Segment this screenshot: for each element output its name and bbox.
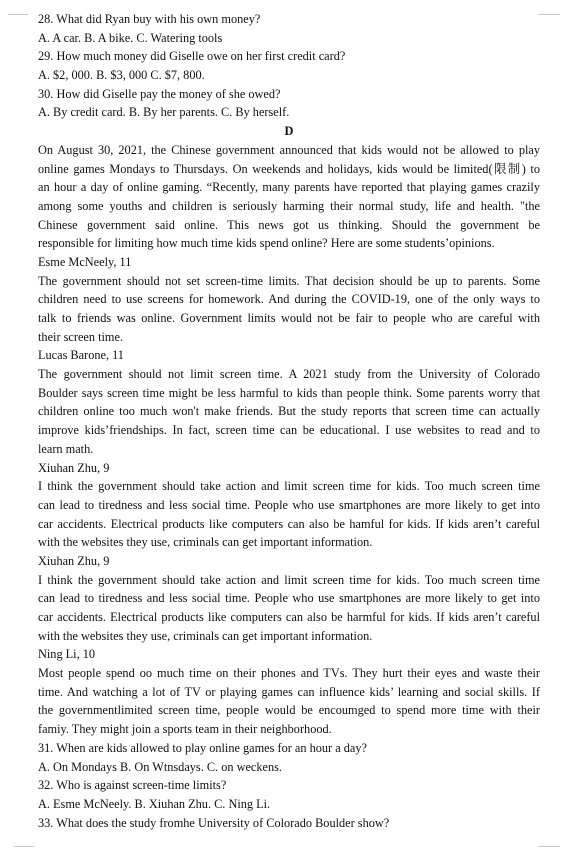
question-28: 28. What did Ryan buy with his own money?: [38, 12, 261, 26]
intro-paragraph-line: Chinese government said online. This news got us thinking. Should the government be: [38, 217, 540, 232]
question-33: 33. What does the study fromhe University of Colorado Boulder show?: [38, 815, 390, 830]
crop-mark: [14, 846, 34, 847]
opinion-line: their screen time.: [38, 329, 124, 344]
opinion-line: Most people spend oo much time on their phones and TVs. They hurt their eyes and waste their: [38, 666, 540, 681]
opinion-line: car accidents. Electrical products like computers can also be harmful for kids. If kids aren’t careful: [38, 610, 540, 624]
opinion-line: improve kids’friendships. In fact, screen time can be educational. I use websites to read and to: [38, 423, 540, 438]
question-29: 29. How much money did Giselle owe on her first credit card?: [38, 49, 346, 64]
speaker-name: Xiuhan Zhu, 9: [38, 460, 110, 475]
opinion-line: with the websites they use, criminals can get important information.: [38, 535, 373, 550]
crop-mark: [538, 14, 560, 15]
opinion-line: The government should not set screen-time limits. That decision should be up to parents. Some: [38, 273, 540, 288]
speaker-name: Esme McNeely, 11: [38, 254, 132, 269]
intro-paragraph-line: among some youths and children is seriously harming their normal study, life and health. "the: [38, 198, 540, 213]
intro-paragraph-line: responsible for limiting how much time kids spend online? Here are some students’opinions.: [38, 236, 495, 251]
crop-mark: [538, 846, 560, 847]
opinion-line: learn math.: [38, 441, 94, 456]
question-32: 32. Who is against screen-time limits?: [38, 778, 227, 793]
intro-paragraph-line: On August 30, 2021, the Chinese government announced that kids would not be allowed to play: [38, 142, 540, 157]
options-28: A. A car. B. A bike. C. Watering tools: [38, 30, 223, 45]
opinion-line: can lead to tiredness and less social time. People who use smartphones are more likely to get into: [38, 591, 540, 606]
speaker-name: Xiuhan Zhu, 9: [38, 553, 110, 568]
question-30: 30. How did Giselle pay the money of she owed?: [38, 86, 281, 101]
intro-paragraph-line: online games Mondays to Thursdays. On weekends and holidays, kids would be limited(限制) to: [38, 161, 540, 176]
opinion-line: I think the government should take action and limit screen time for kids. Too much screen time: [38, 479, 540, 494]
opinion-line: car accidents. Electrical products like computers can also be hamful for kids. If kids aren’t careful: [38, 516, 540, 531]
opinion-line: The government should not limit screen time. A 2021 study from the University of Colorado: [38, 367, 540, 382]
opinion-line: children online too much won't make friends. But the study reports that screen time can actually: [38, 404, 540, 419]
options-31: A. On Mondays B. On Wtnsdays. C. on weckens.: [38, 759, 282, 774]
opinion-line: talk to friends was online. Government limits would not be fair to people who are careful with: [38, 311, 540, 325]
opinion-line: I think the government should take action and limit screen time for kids. Too much screen time: [38, 572, 540, 587]
question-31: 31. When are kids allowed to play online games for an hour a day?: [38, 740, 367, 755]
speaker-name: Ning Li, 10: [38, 647, 96, 662]
document-page: [38, 10, 540, 832]
opinion-line: time. And watching a lot of TV or playing games can influence kids’ learning and social skills. If: [38, 684, 540, 699]
options-29: A. $2, 000. B. $3, 000 C. $7, 800.: [38, 68, 205, 83]
options-32: A. Esme McNeely. B. Xiuhan Zhu. C. Ning Li.: [38, 796, 271, 811]
opinion-line: can lead to tiredness and less social time. People who use smartphones are more likely to get into: [38, 497, 540, 512]
section-heading-d: D: [284, 124, 294, 139]
intro-paragraph-line: an hour a day of online gaming. “Recently, many parents have reported that playing games crazily: [38, 180, 540, 195]
opinion-line: famiy. They might join a sports team in their neighborhood.: [38, 722, 332, 737]
opinion-line: the governmentlimited screen time, people would be encoumged to spend more time with their: [38, 703, 540, 718]
options-30: A. By credit card. B. By her parents. C. By herself.: [38, 105, 290, 120]
crop-mark: [8, 14, 28, 15]
opinion-line: with the websites they use, criminals can get important information.: [38, 628, 373, 643]
speaker-name: Lucas Barone, 11: [38, 348, 124, 363]
opinion-line: Boulder says screen time might be less harmful to kids than people think. Some parents worry that: [38, 385, 540, 400]
opinion-line: children need to use screens for homework. And during the COVID-19, one of the only ways to: [38, 292, 540, 307]
